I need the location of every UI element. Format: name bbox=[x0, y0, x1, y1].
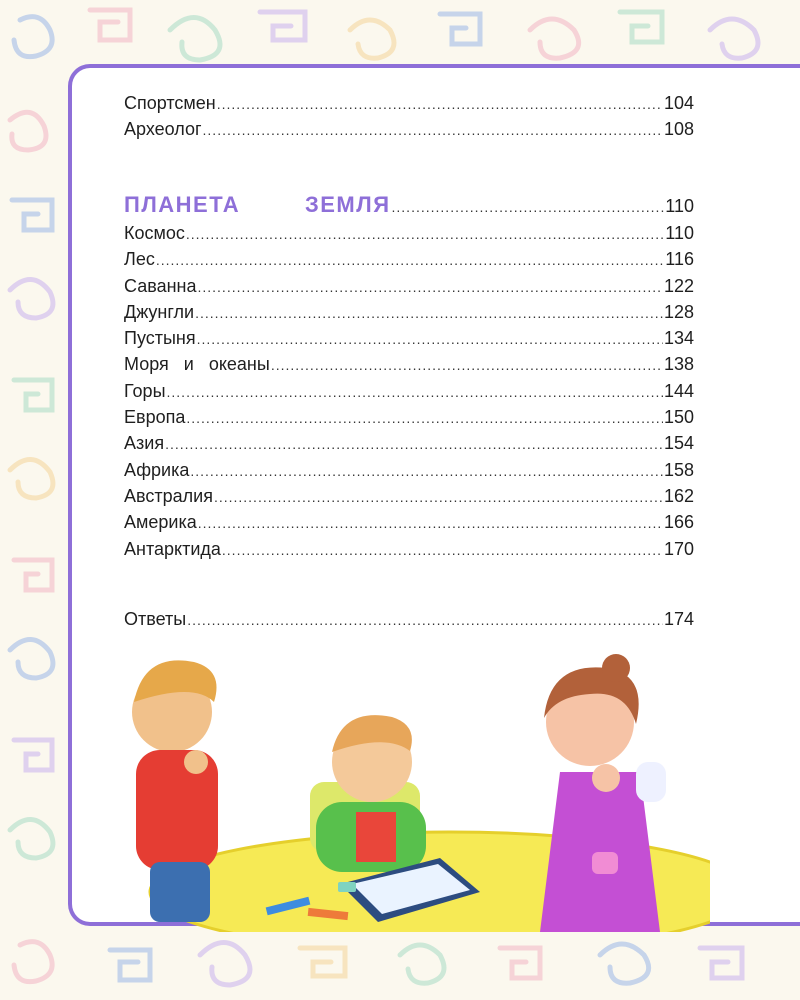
toc-entry-page: 174 bbox=[663, 609, 694, 629]
toc-entry-label: Антарктида bbox=[124, 538, 221, 559]
toc-entry-label: Саванна bbox=[124, 275, 197, 296]
toc-leader-dots bbox=[197, 326, 663, 352]
toc-entry[interactable] bbox=[124, 220, 694, 246]
toc-entry[interactable] bbox=[124, 457, 694, 483]
toc-entry-page: 166 bbox=[663, 512, 694, 533]
toc-entry-label: Археолог bbox=[124, 119, 202, 140]
toc-leader-dots bbox=[197, 274, 662, 300]
toc-entry[interactable] bbox=[124, 509, 694, 535]
toc-entry-page: 108 bbox=[663, 119, 694, 140]
toc-entry[interactable] bbox=[124, 606, 694, 632]
toc-entry[interactable] bbox=[124, 351, 694, 377]
toc-entry-label: Пустыня bbox=[124, 328, 196, 349]
toc-leader-dots bbox=[222, 537, 663, 563]
section-page: 110 bbox=[665, 196, 694, 216]
children-at-table-illustration bbox=[120, 652, 710, 932]
toc-leader-dots bbox=[203, 117, 663, 143]
toc-group-planet-earth bbox=[124, 190, 694, 562]
toc-entry-page: 162 bbox=[663, 485, 694, 506]
toc-group-professions bbox=[124, 90, 694, 143]
toc-entry-label: Азия bbox=[124, 433, 165, 454]
toc-entry[interactable] bbox=[124, 536, 694, 562]
toc-leader-dots bbox=[186, 221, 664, 247]
toc-leader-dots bbox=[165, 431, 663, 457]
toc-leader-dots bbox=[214, 484, 663, 510]
toc-entry-page: 128 bbox=[663, 301, 694, 322]
toc-entry[interactable] bbox=[124, 299, 694, 325]
toc-entry-page: 144 bbox=[663, 380, 694, 401]
toc-entry[interactable] bbox=[124, 116, 694, 142]
toc-entry-label: Спортсмен bbox=[124, 93, 216, 113]
toc-entry[interactable] bbox=[124, 430, 694, 456]
toc-entry-label: Лес bbox=[124, 249, 155, 270]
toc-entry[interactable] bbox=[124, 404, 694, 430]
toc-entry-label: Джунгли bbox=[124, 301, 195, 322]
toc-entry-label: Америка bbox=[124, 512, 197, 533]
toc-entry-label: Горы bbox=[124, 380, 166, 401]
toc-entry-page: 134 bbox=[663, 328, 694, 349]
toc-entry-label: Африка bbox=[124, 459, 190, 480]
boy-middle bbox=[310, 715, 426, 872]
toc-entry-label: Австралия bbox=[124, 485, 213, 506]
toc-leader-dots bbox=[392, 192, 665, 222]
toc-entry-page: 104 bbox=[663, 93, 694, 113]
toc-entry-label: Моря и океаны bbox=[124, 354, 270, 375]
toc-entry-page: 158 bbox=[663, 459, 694, 480]
girl-right bbox=[540, 654, 666, 932]
toc-entry-page: 150 bbox=[663, 407, 694, 428]
toc-entry[interactable] bbox=[124, 246, 694, 272]
toc-leader-dots bbox=[271, 352, 663, 378]
toc-entry-page: 116 bbox=[665, 249, 694, 270]
toc-group-answers bbox=[124, 606, 694, 632]
toc-leader-dots bbox=[217, 91, 663, 117]
toc-entry[interactable] bbox=[124, 325, 694, 351]
section-title: ПЛАНЕТА ЗЕМЛЯ bbox=[124, 192, 391, 217]
toc-leader-dots bbox=[198, 510, 663, 536]
toc-leader-dots bbox=[186, 405, 663, 431]
toc-leader-dots bbox=[187, 607, 663, 633]
toc-leader-dots bbox=[190, 458, 663, 484]
toc-entry-label: Ответы bbox=[124, 609, 187, 629]
toc-leader-dots bbox=[167, 379, 663, 405]
toc-entry[interactable] bbox=[124, 273, 694, 299]
toc-entry[interactable] bbox=[124, 483, 694, 509]
toc-entry[interactable] bbox=[124, 90, 694, 116]
toc-entry-label: Космос bbox=[124, 223, 185, 243]
toc-entry-page: 122 bbox=[663, 275, 694, 296]
toc-entry-page: 138 bbox=[663, 354, 694, 375]
toc-section-heading[interactable] bbox=[124, 190, 694, 220]
toc-leader-dots bbox=[156, 247, 664, 273]
toc-leader-dots bbox=[195, 300, 663, 326]
boy-left bbox=[132, 660, 218, 922]
toc-entry[interactable] bbox=[124, 378, 694, 404]
toc-entry-page: 110 bbox=[665, 223, 694, 243]
toc-entry-label: Европа bbox=[124, 407, 186, 428]
toc-entry-page: 154 bbox=[663, 433, 694, 454]
toc-entry-page: 170 bbox=[663, 538, 694, 559]
